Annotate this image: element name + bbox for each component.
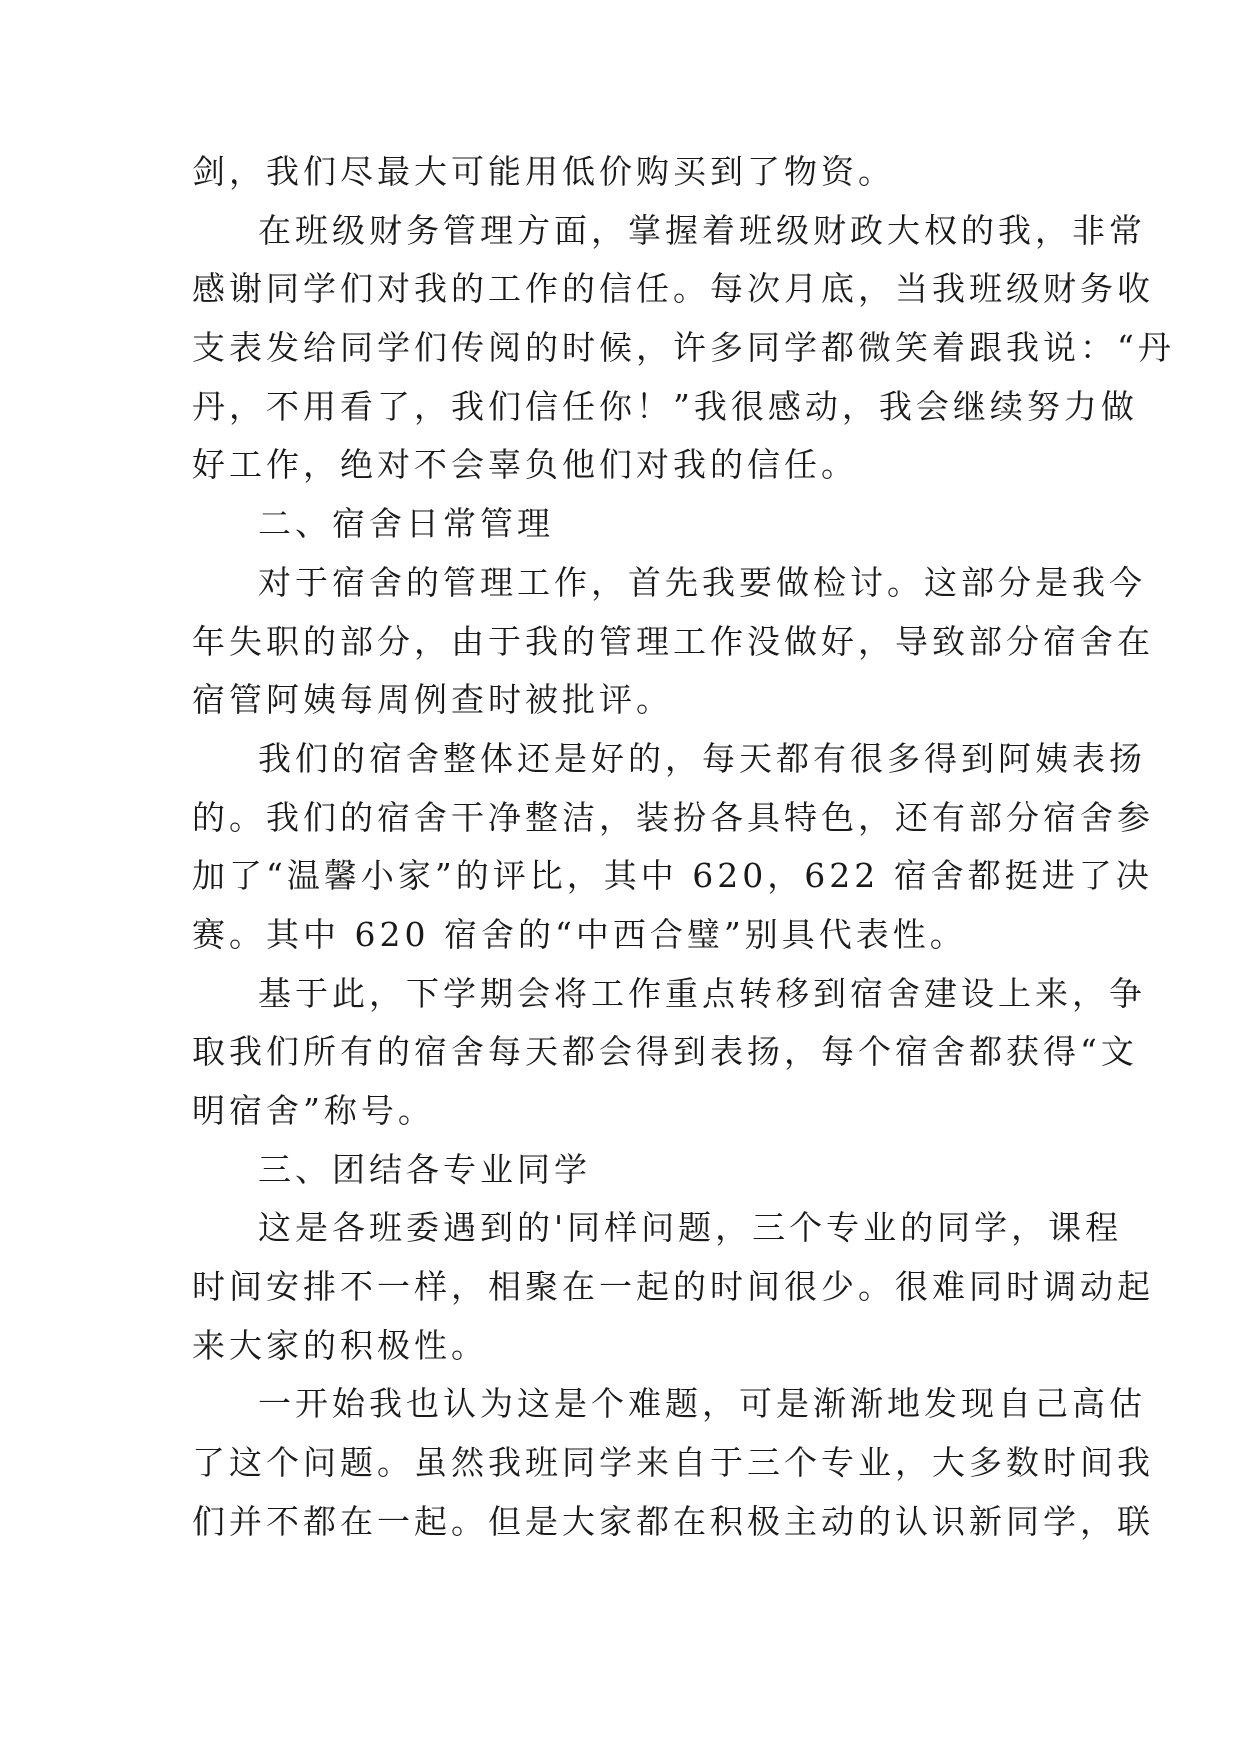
text-line: 对于宿舍的管理工作，首先我要做检讨。这部分是我今: [258, 562, 1146, 602]
text-line: 年失职的部分，由于我的管理工作没做好，导致部分宿舍在: [192, 621, 1154, 661]
text-line: 赛。其中 620 宿舍的“中西合璧”别具代表性。: [192, 914, 967, 954]
text-line: 丹，不用看了，我们信任你！”我很感动，我会继续努力做: [192, 386, 1138, 426]
text-line: 支表发给同学们传阅的时候，许多同学都微笑着跟我说：“丹: [192, 328, 1175, 368]
text-line: 们并不都在一起。但是大家都在积极主动的认识新同学，联: [192, 1501, 1154, 1541]
text-line: 三、团结各专业同学: [258, 1149, 591, 1189]
text-line: 的。我们的宿舍干净整洁，装扮各具特色，还有部分宿舍参: [192, 797, 1154, 837]
text-line: 我们的宿舍整体还是好的，每天都有很多得到阿姨表扬: [258, 738, 1146, 778]
text-line: 基于此，下学期会将工作重点转移到宿舍建设上来，争: [258, 973, 1146, 1013]
text-line: 在班级财务管理方面，掌握着班级财政大权的我，非常: [258, 210, 1146, 250]
text-line: 二、宿舍日常管理: [258, 504, 554, 544]
text-line: 这是各班委遇到的'同样问题，三个专业的同学，课程: [258, 1208, 1123, 1248]
text-line: 剑，我们尽最大可能用低价购买到了物资。: [192, 152, 895, 191]
text-line: 明宿舍”称号。: [192, 1091, 435, 1130]
text-line: 取我们所有的宿舍每天都会得到表扬，每个宿舍都获得“文: [192, 1032, 1138, 1072]
text-line: 好工作，绝对不会辜负他们对我的信任。: [192, 445, 858, 485]
text-line: 来大家的积极性。: [192, 1325, 488, 1365]
text-line: 了这个问题。虽然我班同学来自于三个专业，大多数时间我: [192, 1443, 1154, 1483]
text-line: 宿管阿姨每周例查时被批评。: [192, 680, 673, 720]
document-body: [192, 152, 1175, 1562]
text-line: 感谢同学们对我的工作的信任。每次月底，当我班级财务收: [192, 269, 1154, 309]
text-line: 一开始我也认为这是个难题，可是渐渐地发现自己高估: [258, 1384, 1146, 1424]
text-line: 加了“温馨小家”的评比，其中 620，622 宿舍都挺进了决: [192, 856, 1153, 896]
text-line: 时间安排不一样，相聚在一起的时间很少。很难同时调动起: [192, 1267, 1154, 1307]
